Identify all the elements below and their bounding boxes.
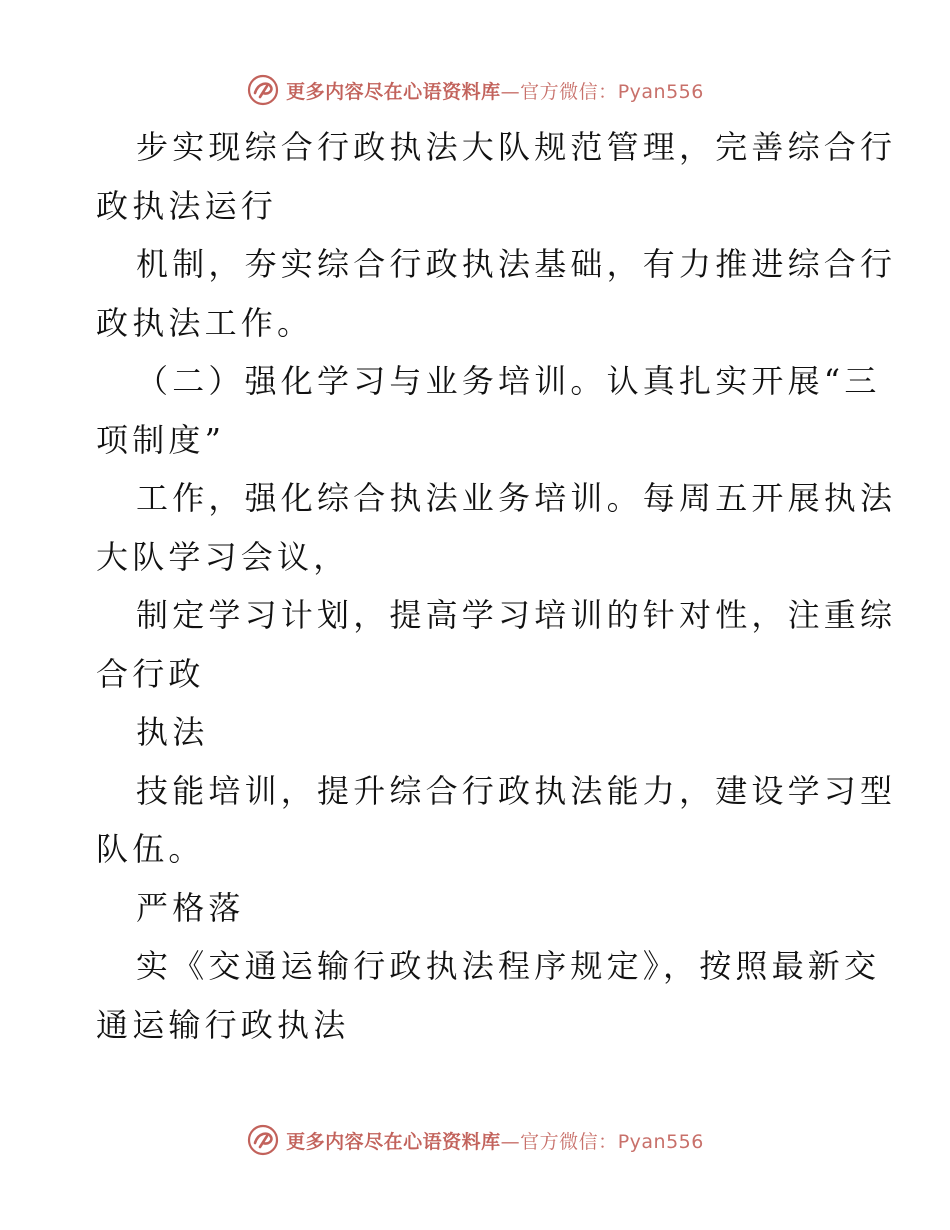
banner-wechat-id: Pyan556 <box>617 1130 704 1153</box>
text-line: 项制度” <box>96 420 226 459</box>
text-line: 合行政 <box>96 654 205 693</box>
text-line: 制定学习计划，提高学习培训的针对性，注重综 <box>136 596 897 634</box>
text-line: 严格落 <box>136 888 245 927</box>
banner-dash: — <box>500 1130 521 1153</box>
swirl-logo-icon <box>246 73 280 107</box>
text-line: 工作，强化综合执法业务培训。每周五开展执法 <box>136 479 897 517</box>
banner-text <box>286 1127 704 1154</box>
text-line: 执法 <box>136 713 209 751</box>
banner-main-text: 更多内容尽在心语资料库 <box>286 1130 501 1153</box>
text-line: 机制，夯实综合行政执法基础，有力推进综合行 <box>136 245 897 283</box>
text-line: 队伍。 <box>96 830 205 868</box>
banner-wechat-label: 官方微信： <box>520 80 618 103</box>
banner-text <box>286 77 704 104</box>
swirl-logo-icon <box>246 1123 280 1157</box>
banner-wechat-label: 官方微信： <box>520 1130 618 1153</box>
text-line: （二）强化学习与业务培训。认真扎实开展“三 <box>136 362 881 400</box>
banner-main-text: 更多内容尽在心语资料库 <box>286 80 501 103</box>
footer-banner <box>0 1120 950 1160</box>
header-banner <box>0 70 950 110</box>
text-line: 实《交通运输行政执法程序规定》，按照最新交 <box>136 947 881 985</box>
banner-wechat-id: Pyan556 <box>617 80 704 103</box>
banner-dash: — <box>500 80 521 103</box>
text-line: 通运输行政执法 <box>96 1005 350 1044</box>
text-line: 政执法运行 <box>96 186 278 225</box>
text-line: 步实现综合行政执法大队规范管理，完善综合行 <box>136 128 897 166</box>
document-body <box>96 118 897 1054</box>
text-line: 技能培训，提升综合行政执法能力，建设学习型 <box>136 771 897 810</box>
text-line: 大队学习会议， <box>96 537 350 576</box>
text-line: 政执法工作。 <box>96 303 314 342</box>
